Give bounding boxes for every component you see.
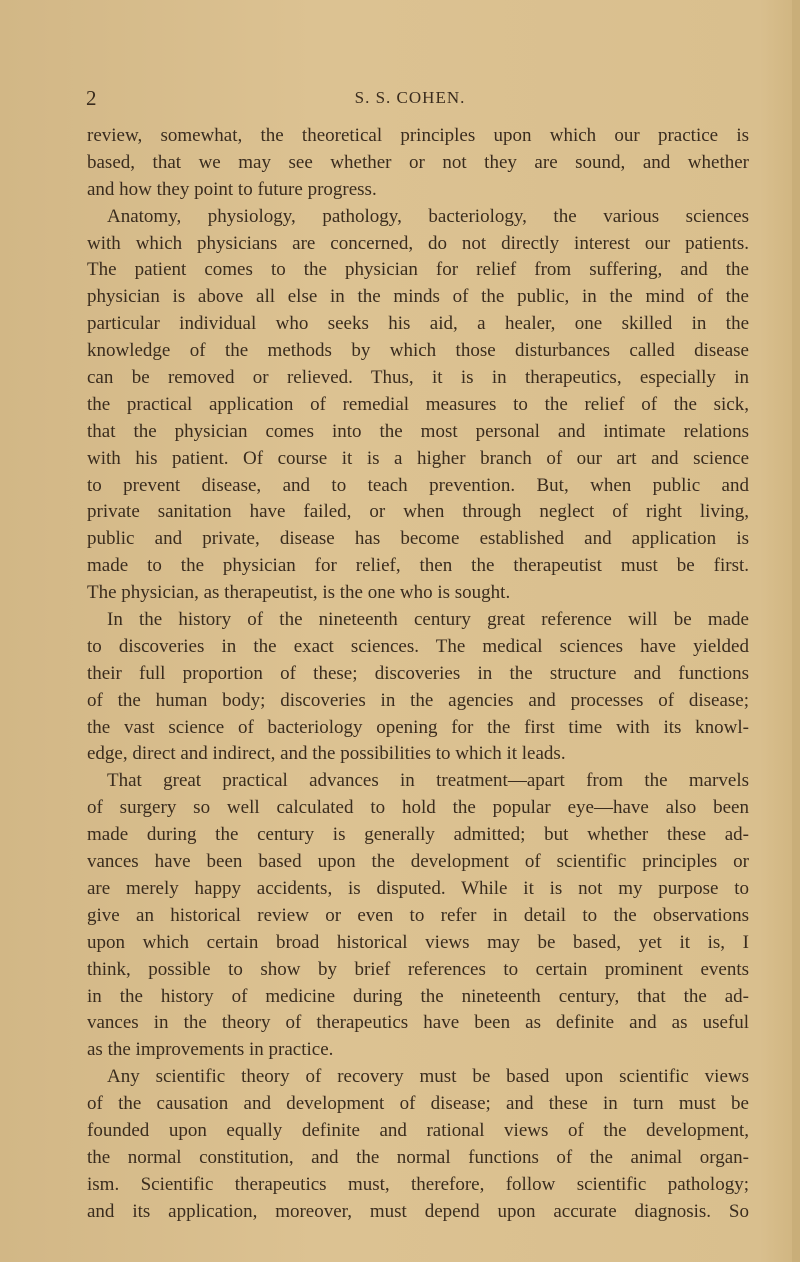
text-line: the practical application of remedial measures to the relief of the sick,: [87, 393, 749, 415]
text-line: of surgery so well calculated to hold the popular eye—have also been: [87, 797, 749, 819]
text-line: review, somewhat, the theoretical principles upon which our practice is: [87, 125, 749, 146]
text-line: The physician, as therapeutist, is the one who is sought.: [87, 582, 511, 604]
text-line: In the history of the nineteenth century great reference will be made: [107, 609, 749, 631]
text-line: particular individual who seeks his aid, a healer, one skilled in the: [87, 313, 749, 335]
text-line: vances in the theory of therapeutics have been as definite and as useful: [87, 1012, 749, 1034]
text-line: and how they point to future progress.: [87, 178, 377, 200]
page-number: 2: [86, 86, 97, 110]
text-line: the normal constitution, and the normal functions of the animal organ-: [87, 1146, 749, 1168]
text-line: with which physicians are concerned, do not directly interest our patients.: [87, 232, 749, 254]
text-line: private sanitation have failed, or when through neglect of right living,: [87, 501, 749, 523]
page-edge: [792, 0, 800, 1262]
text-line: Any scientific theory of recovery must be based upon scientific views: [107, 1066, 749, 1088]
text-line: in the history of medicine during the nineteenth century, that the ad-: [87, 985, 749, 1007]
text-line: to discoveries in the exact sciences. The medical sciences have yielded: [87, 635, 749, 657]
text-line: give an historical review or even to refer in detail to the observations: [87, 904, 749, 926]
text-line: their full proportion of these; discoveries in the structure and functions: [87, 662, 749, 684]
text-line: knowledge of the methods by which those disturbances called disease: [87, 340, 749, 362]
text-line: physician is above all else in the minds of the public, in the mind of the: [87, 286, 749, 308]
text-line: as the improvements in practice.: [87, 1039, 334, 1061]
text-line: made to the physician for relief, then the therapeutist must be first.: [87, 555, 749, 577]
text-line: The patient comes to the physician for relief from suffering, and the: [87, 259, 749, 281]
text-line: vances have been based upon the development of scientific principles or: [87, 851, 749, 873]
text-line: Anatomy, physiology, pathology, bacteriology, the various sciences: [107, 205, 749, 227]
text-line: of the causation and development of disease; and these in turn must be: [87, 1093, 749, 1115]
running-head: S. S. COHEN.: [354, 88, 466, 107]
text-line: of the human body; discoveries in the agencies and processes of disease;: [87, 689, 749, 711]
text-line: can be removed or relieved. Thus, it is in therapeutics, especially in: [87, 367, 749, 389]
text-line: think, possible to show by brief references to certain prominent events: [87, 958, 749, 980]
text-line: founded upon equally definite and rational views of the development,: [87, 1119, 749, 1141]
text-line: the vast science of bacteriology opening for the first time with its knowl-: [87, 716, 749, 738]
text-line: That great practical advances in treatment—apart from the marvels: [107, 770, 749, 792]
text-line: based, that we may see whether or not they are sound, and whether: [87, 151, 749, 173]
text-line: ism. Scientific therapeutics must, therefore, follow scientific pathology;: [87, 1173, 749, 1195]
text-line: upon which certain broad historical views may be based, yet it is, I: [87, 931, 749, 953]
text-line: edge, direct and indirect, and the possibilities to which it leads.: [87, 743, 566, 765]
text-line: and its application, moreover, must depend upon accurate diagnosis. So: [87, 1200, 749, 1222]
text-line: public and private, disease has become established and application is: [87, 528, 749, 550]
text-line: are merely happy accidents, is disputed. While it is not my purpose to: [87, 877, 749, 899]
text-line: made during the century is generally admitted; but whether these ad-: [87, 824, 749, 846]
body-text: [87, 123, 749, 1226]
text-line: that the physician comes into the most personal and intimate relations: [87, 420, 749, 442]
text-line: with his patient. Of course it is a higher branch of our art and science: [87, 447, 749, 469]
text-line: to prevent disease, and to teach prevention. But, when public and: [87, 474, 749, 496]
